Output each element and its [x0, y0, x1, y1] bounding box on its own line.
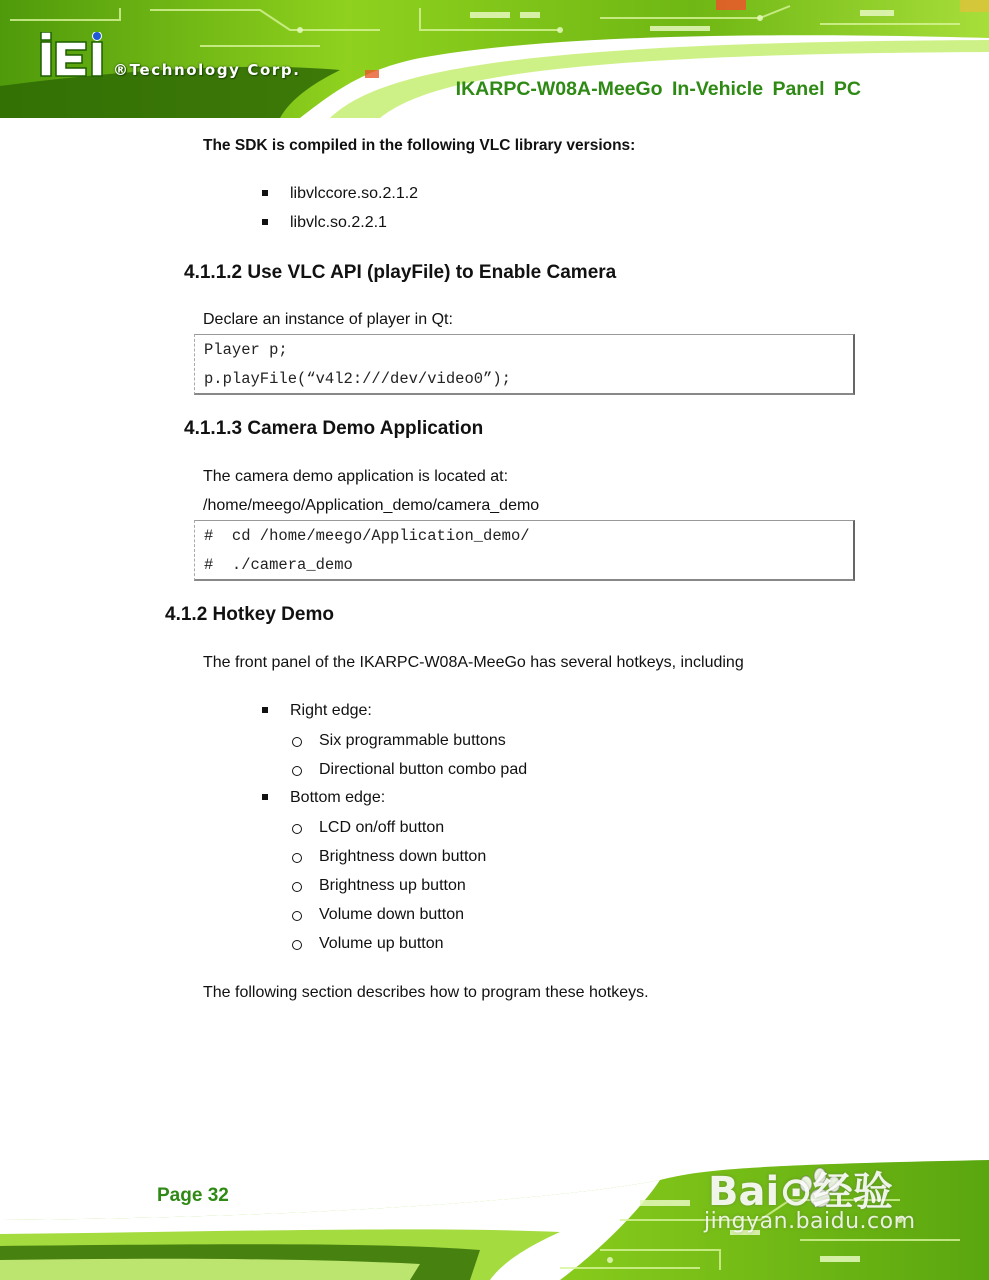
section-heading-camera: 4.1.1.3 Camera Demo Application [184, 418, 484, 439]
square-bullet-icon [262, 794, 268, 800]
code-block-camera [194, 520, 855, 581]
hotkey-item: Directional button combo pad [319, 761, 528, 778]
sdk-lib-item: libvlc.so.2.2.1 [290, 214, 387, 231]
code-line: # cd /home/meego/Application_demo/ [204, 527, 530, 545]
circle-bullet-icon [292, 737, 302, 747]
company-name: ®Technology Corp. [113, 61, 301, 79]
watermark-logo: Bai⊙经验 [708, 1169, 893, 1215]
hotkey-outro: The following section describes how to program these hotkeys. [203, 984, 649, 1001]
playfile-intro: Declare an instance of player in Qt: [203, 311, 453, 328]
sdk-intro: The SDK is compiled in the following VLC library versions: [203, 137, 636, 154]
square-bullet-icon [262, 707, 268, 713]
hotkey-intro: The front panel of the IKARPC-W08A-MeeGo has several hotkeys, including [203, 654, 744, 671]
camera-intro: The camera demo application is located at: [203, 468, 509, 485]
watermark-url: jingyan.baidu.com [704, 1209, 916, 1234]
circle-bullet-icon [292, 882, 302, 892]
camera-path: /home/meego/Application_demo/camera_demo [203, 497, 540, 514]
square-bullet-icon [262, 190, 268, 196]
right-edge-label: Right edge: [290, 702, 372, 719]
circle-bullet-icon [292, 940, 302, 950]
product-title: IKARPC-W08A-MeeGo In-Vehicle Panel PC [455, 78, 861, 100]
circle-bullet-icon [292, 824, 302, 834]
hotkey-item: Volume down button [319, 906, 464, 923]
hotkey-item: Six programmable buttons [319, 732, 506, 749]
section-heading-hotkey: 4.1.2 Hotkey Demo [165, 604, 334, 625]
circle-bullet-icon [292, 911, 302, 921]
code-block-playfile [194, 334, 855, 395]
code-line: p.playFile(“v4l2:///dev/video0”); [204, 370, 511, 388]
code-line: Player p; [204, 341, 288, 359]
bottom-edge-label: Bottom edge: [290, 789, 386, 806]
code-line: # ./camera_demo [204, 556, 353, 574]
circle-bullet-icon [292, 766, 302, 776]
hotkey-item: Volume up button [319, 935, 444, 952]
square-bullet-icon [262, 219, 268, 225]
circle-bullet-icon [292, 853, 302, 863]
hotkey-item: Brightness down button [319, 848, 487, 865]
section-heading-playfile: 4.1.1.2 Use VLC API (playFile) to Enable Camera [184, 262, 617, 283]
hotkey-item: Brightness up button [319, 877, 466, 894]
page-number: Page 32 [157, 1185, 229, 1206]
hotkey-item: LCD on/off button [319, 819, 445, 836]
sdk-lib-item: libvlccore.so.2.1.2 [290, 185, 419, 202]
